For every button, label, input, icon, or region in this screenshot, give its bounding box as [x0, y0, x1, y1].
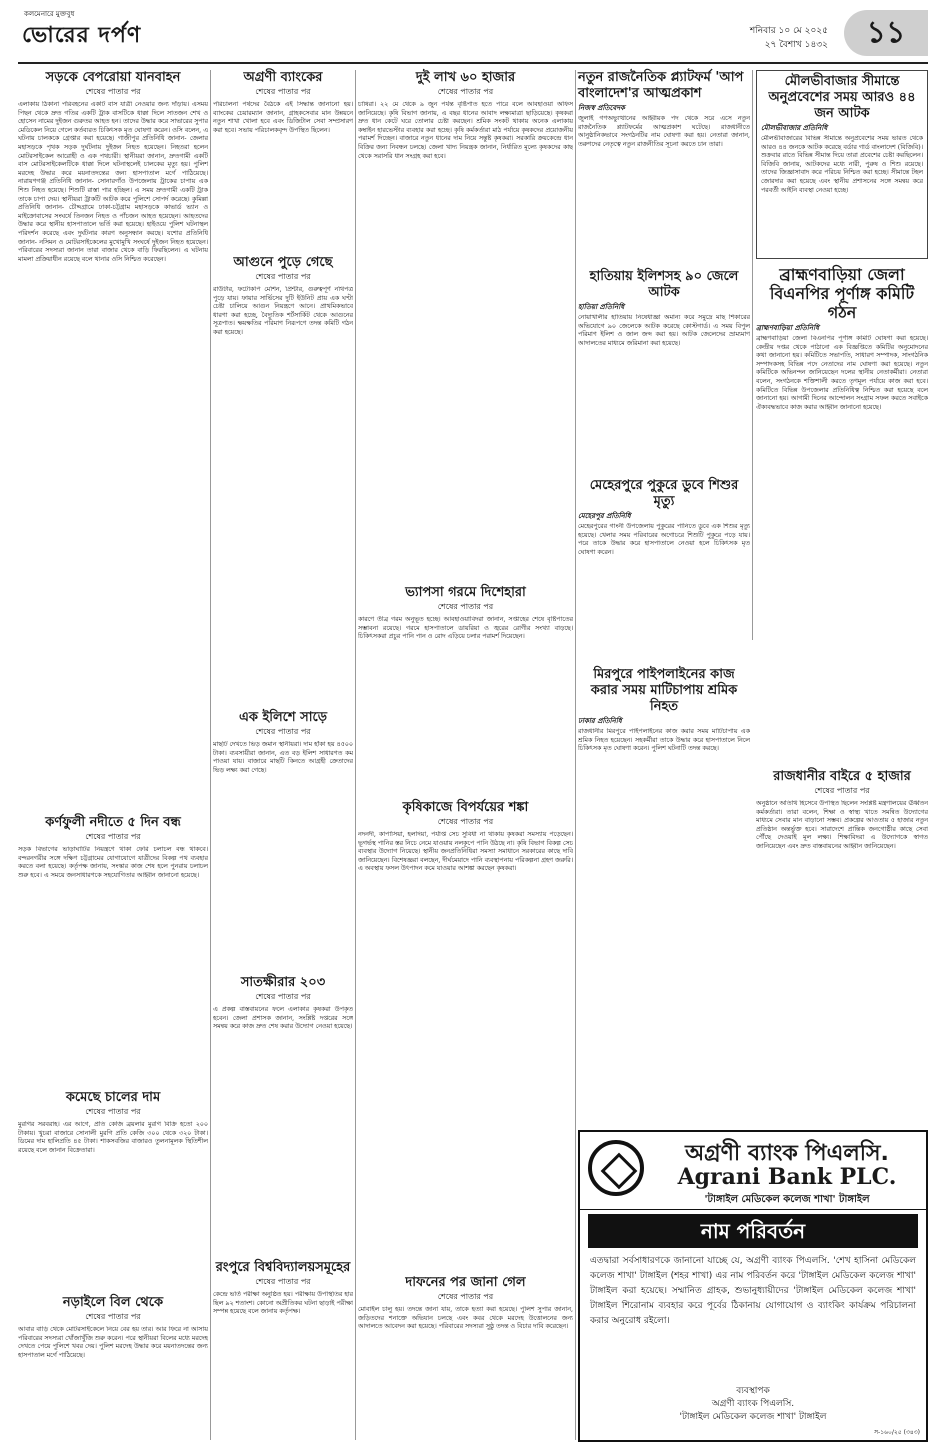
- ad-reference: স-১৬০/২৫ (৩৪৩): [874, 1429, 920, 1436]
- signature-org: অগ্রণী ব্যাংক পিএলসি.: [711, 1399, 795, 1409]
- article-meherpur: [578, 478, 750, 663]
- column-rule: [752, 70, 753, 640]
- article-karnaphuli: [18, 815, 208, 1086]
- article-body: আবার বাড়ি থেকে মোটরসাইকেলে নিয়ে বের হয় তার। আর ফিরে না আসায় পরিবারের সদস্যরা খোঁজাখুঁজি শুরু করেন। পরে স্থানীয়রা বিলের মধ্যে মরদেহ দেখতে পেয়ে পুলিশে খবর দেয়। পুলিশ মরদেহ উদ্ধার করে ময়নাতদন্তের জন্য হাসপাতাল মর্গে পাঠিয়েছে।: [18, 1326, 208, 1359]
- article-fire: [213, 255, 353, 706]
- article-continued: শেষের পাতার পর: [255, 87, 311, 96]
- ad-banner: নাম পরিবর্তন: [588, 1214, 918, 1248]
- article-narail: [18, 1295, 208, 1451]
- article-headline: দুই লাখ ৬০ হাজার: [415, 70, 516, 85]
- article-byline: নিজস্ব প্রতিবেদক: [578, 104, 625, 112]
- bank-name-bengali: অগ্রণী ব্যাংক পিএলসি.: [685, 1141, 889, 1166]
- article-headline: সড়কে বেপরোয়া যানবাহন: [45, 70, 181, 85]
- article-continued: শেষের পাতার পর: [437, 602, 494, 611]
- article-body: এলাকায় ঠিকানা পরিবহনের একটি বাস যাত্রী নেওয়ার জন্য দাঁড়ায়। এসময় পিছন থেকে দ্রুত গতির একটি ট্রাক বাসটিকে ধাক্কা দিলে সাতজন শেখ ও হোসেন নামের দুইজন গুরুতর আহত হন। তাদের উদ্ধার করে সাভারের সুপার মেডিকেল নিয়ে গেলে কর্তব্যরত চিকিৎসক মৃত ঘোষণা করেন। ওসি বলেন, এ ঘটনায় চালককে গ্রেপ্তার করা হয়েছে। গাজীপুর প্রতিনিধি জানান- জেলার মহাসড়কে পৃথক সড়ক দুর্ঘটনায় দুইজন নিহত হয়েছেন। নিহতরা হলেন মোটরসাইকেল আরোহী ও এক পথচারী। স্থানীয়রা জানান, দ্রুতগামী একটি বাস মোটরসাইকেলটিকে ধাক্কা দিলে ঘটনাস্থলেই চালকের মৃত্যু হয়। পুলিশ মরদেহ উদ্ধার করে ময়নাতদন্তের জন্য হাসপাতাল মর্গে পাঠিয়েছে। নারায়ণগঞ্জ প্রতিনিধি জানান- সোনারগাঁও উপজেলায় ট্রাকের চাপায় এক শিশু নিহত হয়েছে। শিশুটি রাস্তা পার হচ্ছিল। এ সময় দ্রুতগামী একটি ট্রাক তাকে চাপা দেয়। স্থানীয়রা ট্রাকটি আটক করে পুলিশে সোপর্দ করেছে। কুমিল্লা প্রতিনিধি জানান- চৌদ্দগ্রামে ঢাকা-চট্টগ্রাম মহাসড়কে কাভার্ড ভ্যান ও মাইক্রোবাসের সংঘর্ষে তিনজন নিহত ও পাঁচজন আহত হয়েছেন। আহতদের উদ্ধার করে স্থানীয় হাসপাতালে ভর্তি করা হয়েছে। হাইওয়ে পুলিশ ঘটনাস্থল পরিদর্শন করেছে এবং দুর্ঘটনার কারণ অনুসন্ধান করছে। যশোর প্রতিনিধি জানান- নসিমন ও মোটরসাইকেলের মুখোমুখি সংঘর্ষে দুইজন নিহত হয়েছেন। পরিবারের সদস্যরা জানান তারা বাজার থেকে বাড়ি ফিরছিলেন। এ ঘটনায় মামলা প্রক্রিয়াধীন রয়েছে বলে থানার ওসি নিশ্চিত করেছেন।: [18, 101, 208, 263]
- article-headline: কৃষিকাজে বিপর্যয়ের শঙ্কা: [402, 800, 529, 815]
- article-headline: রাজধানীর বাইরে ৫ হাজার: [773, 769, 911, 784]
- article-continued: শেষের পাতার পর: [255, 727, 311, 736]
- article-body: মেহেরপুরের গাংনী উপজেলায় পুকুরের পানিতে ডুবে এক শিশুর মৃত্যু হয়েছে। খেলার সময় পরিবারের অগোচরে শিশুটি পুকুরে পড়ে যায়। পরে তাকে উদ্ধার করে হাসপাতালে নেওয়া হলে চিকিৎসক মৃত ঘোষণা করেন।: [578, 523, 750, 556]
- article-body: মাছটি দেখতে ভিড় জমান স্থানীয়রা। দাম হাঁকা হয় ৪৫০০ টাকা। ব্যবসায়ীরা জানান, এত বড় ইলিশ সাধারণত কম পাওয়া যায়। বাজারে মাছটি কিনতে আগ্রহী ক্রেতাদের ভিড় লক্ষ্য করা গেছে।: [213, 741, 353, 774]
- article-new-platform: [578, 70, 750, 265]
- article-body: সড়ক বিভাগের ভাড়াঘাটির নিয়ন্ত্রণে থাকা ফেরি চলাচল বন্ধ থাকবে। বন্দরনগরীর সঙ্গে দক্ষিণ চট্টগ্রামের যোগাযোগে যাত্রীদের বিকল্প পথ ব্যবহার করতে বলা হয়েছে। কর্তৃপক্ষ জানায়, সংস্কার কাজ শেষ হলে পুনরায় চলাচল শুরু হবে। এ সময়ে জনসাধারণকে সহযোগিতার আহ্বান জানানো হয়েছে।: [18, 846, 208, 879]
- article-body: পরিচালনা পর্ষদের বৈঠকে এই সিদ্ধান্ত জানানো হয়। ব্যাংকের চেয়ারম্যান জানান, গ্রাহকসেবার মান উন্নয়নে নতুন শাখা খোলা হবে এবং ডিজিটাল সেবা সম্প্রসারণ করা হবে। সভায় পরিচালকবৃন্দ উপস্থিত ছিলেন।: [213, 101, 353, 134]
- article-headline: নড়াইলে বিল থেকে: [62, 1295, 164, 1310]
- article-heat: [358, 585, 573, 796]
- article-brahmanbaria: [756, 265, 928, 765]
- signature-branch: 'টাঙ্গাইল মেডিকেল কলেজ শাখা' টাঙ্গাইল: [679, 1412, 827, 1422]
- masthead-date: [750, 24, 828, 52]
- column-rule: [575, 70, 576, 1440]
- article-continued: শেষের পাতার পর: [437, 87, 494, 96]
- article-satkhira: [213, 975, 353, 1256]
- article-headline: সাতক্ষীরার ২০৩: [240, 975, 326, 990]
- signature-title: ব্যবস্থাপক: [736, 1386, 770, 1396]
- article-body: ব্রাহ্মণবাড়িয়া জেলা বিএনপির পূর্ণাঙ্গ কমিটি ঘোষণা করা হয়েছে। কেন্দ্রীয় দপ্তর থেকে পাঠানো এক বিজ্ঞপ্তিতে কমিটির অনুমোদনের কথা জানানো হয়। কমিটিতে সভাপতি, সাধারণ সম্পাদক, সাংগঠনিক সম্পাদকসহ বিভিন্ন পদে নেতাদের নাম ঘোষণা করা হয়েছে। নতুন কমিটিকে অভিনন্দন জানিয়েছেন দলের স্থানীয় নেতাকর্মীরা। নেতারা বলেন, সংগঠনকে শক্তিশালী করতে তৃণমূল পর্যায়ে কাজ করা হবে। কমিটিতে বিভিন্ন উপজেলার প্রতিনিধিত্ব নিশ্চিত করা হয়েছে বলে জানানো হয়। আগামী দিনের আন্দোলন সংগ্রাম সফল করতে সবাইকে ঐক্যবদ্ধভাবে কাজ করার আহ্বান জানানো হয়েছে।: [756, 335, 928, 411]
- article-body: মুরগির সরবরাহ। এর আগে, প্রতি কেজি ব্রয়লার মুরগি বিক্রি হতো ২০০ টাকায়। খুচরা বাজারে সোনালী মুরগি প্রতি কেজি ৩০০ থেকে ৩২০ টাকা। ডিমের দাম হালিপ্রতি ৪৫ টাকা। শাকসবজির বাজারও তুলনামূলক স্থিতিশীল রয়েছে বলে জানান বিক্রেতারা।: [18, 1121, 208, 1154]
- bank-name-english: Agrani Bank PLC.: [677, 1164, 897, 1190]
- article-body: নোয়াখালীর হাতিয়ায় নিষেধাজ্ঞা অমান্য করে সমুদ্রে মাছ শিকারের অভিযোগে ৯০ জেলেকে আটক করেছে কোস্টগার্ড। এ সময় বিপুল পরিমাণ ইলিশ ও জাল জব্দ করা হয়। আটক জেলেদের ভ্রাম্যমাণ আদালতের মাধ্যমে জরিমানা করা হয়েছে।: [578, 314, 750, 347]
- article-headline: এক ইলিশে সাড়ে: [239, 710, 327, 725]
- article-headline: মিরপুরে পাইপলাইনের কাজ করার সময় মাটিচাপায় শ্রমিক নিহত: [590, 667, 738, 714]
- article-body: রাউটার, ফটোকপি মেশিন, প্রিন্টার, গুরুত্বপূর্ণ নথিপত্র পুড়ে যায়। ফায়ার সার্ভিসের দুটি ইউনিট প্রায় এক ঘণ্টা চেষ্টা চালিয়ে আগুন নিয়ন্ত্রণে আনে। প্রাথমিকভাবে ধারণা করা হচ্ছে, বৈদ্যুতিক শর্টসার্কিট থেকে আগুনের সূত্রপাত। ক্ষয়ক্ষতির পরিমাণ নিরূপণে তদন্ত কমিটি গঠন করা হয়েছে।: [213, 286, 353, 336]
- article-paddy: [358, 70, 573, 581]
- article-moulvibazar: [756, 70, 928, 259]
- article-agrani: [213, 70, 353, 251]
- article-continued: শেষের পাতার পর: [814, 786, 870, 795]
- ad-header: [580, 1132, 926, 1210]
- column-rule: [210, 70, 211, 1440]
- article-continued: শেষের পাতার পর: [85, 832, 141, 841]
- article-continued: শেষের পাতার পর: [85, 87, 141, 96]
- article-continued: শেষের পাতার পর: [85, 1107, 141, 1116]
- date-english: শনিবার ১০ মে ২০২৫: [749, 26, 828, 36]
- article-capital: [756, 769, 928, 1120]
- article-body: এ প্রকল্প বাস্তবায়নের ফলে এলাকার কৃষকরা উপকৃত হবেন। জেলা প্রশাসক জানান, সংশ্লিষ্ট দপ্তরের সঙ্গে সমন্বয় করে কাজ দ্রুত শেষ করার উদ্যোগ নেওয়া হয়েছে।: [213, 1006, 353, 1031]
- masthead-tagline: কলমেনারে মুক্তবুধ: [24, 10, 75, 18]
- article-hilsa: [213, 710, 353, 971]
- article-body: মোবাইল চালু হয়। তদন্তে জানা যায়, তাকে হত্যা করা হয়েছে। পুলিশ সুপার জানান, জড়িতদের শনাক্তে অভিযান চলছে এবং কবর থেকে মরদেহ উত্তোলনের জন্য আদালতে আবেদন করা হয়েছে। পরিবারের সদস্যরা সুষ্ঠু তদন্ত ও বিচার দাবি করেছেন।: [358, 1306, 573, 1331]
- article-headline: অগ্রণী ব্যাংকের: [243, 70, 323, 85]
- article-body: অনুষ্ঠানে অতিথি হিসেবে উপস্থিত ছিলেন সংশ্লিষ্ট মন্ত্রণালয়ের ঊর্ধ্বতন কর্মকর্তারা। তারা বলেন, শিক্ষা ও স্বাস্থ্য খাতে সমন্বিত উদ্যোগের মাধ্যমে সেবার মান বাড়ানো সম্ভব। প্রকল্পের আওতায় ৫ হাজার নতুন প্রতিষ্ঠান অন্তর্ভুক্ত হবে। সারাদেশে প্রান্তিক জনগোষ্ঠীর কাছে সেবা পৌঁছে দেওয়াই মূল লক্ষ্য। শিক্ষাবিদরা এ উদ্যোগকে স্বাগত জানিয়েছেন এবং দ্রুত বাস্তবায়নের আহ্বান জানিয়েছেন।: [756, 800, 928, 850]
- article-body: মৌলভীবাজারের বিভিন্ন সীমান্তে অনুপ্রবেশের সময় ভারত থেকে আরও ৪৪ জনকে আটক করেছে বর্ডার গার্ড বাংলাদেশ (বিজিবি)। শুক্রবার রাতে বিভিন্ন সীমান্ত দিয়ে তারা প্রবেশের চেষ্টা করছিলেন। বিজিবি জানায়, আটকদের মধ্যে নারী, পুরুষ ও শিশু রয়েছে। তাদের জিজ্ঞাসাবাদ করে পরিচয় নিশ্চিত করা হচ্ছে। সীমান্তে টহল জোরদার করা হয়েছে এবং স্থানীয় প্রশাসনের সঙ্গে সমন্বয় করে পরবর্তী আইনি ব্যবস্থা নেওয়া হচ্ছে।: [761, 135, 923, 194]
- article-rangpur: [213, 1260, 353, 1451]
- article-headline: ব্রাহ্মণবাড়িয়া জেলা বিএনপির পূর্ণাঙ্গ কমিটি গঠন: [769, 265, 915, 322]
- column-2: [213, 70, 353, 1451]
- article-headline: আগুনে পুড়ে গেছে: [233, 255, 333, 270]
- article-body: নদনদী, কাপাসিয়া, হলদিয়া, পর্যাপ্ত সেচ সুবিধা না থাকায় কৃষকরা সমস্যায় পড়েছেন। ভূগর্ভস্থ পানির স্তর নিচে নেমে যাওয়ায় নলকূপে পানি উঠছে না। কৃষি বিভাগ বিকল্প সেচ ব্যবস্থার উদ্যোগ নিয়েছে। স্থানীয় জনপ্রতিনিধিরা সমস্যা সমাধানে সরকারের কাছে দাবি জানিয়েছেন। বিশেষজ্ঞরা বলছেন, দীর্ঘমেয়াদে পানি ব্যবস্থাপনায় পরিকল্পনা গ্রহণ জরুরি। এ অবস্থায় ফসল উৎপাদন কমে যাওয়ার আশঙ্কা করছেন কৃষকরা।: [358, 831, 573, 873]
- article-mirpur: [578, 667, 750, 878]
- article-byline: হাতিয়া প্রতিনিধি: [578, 303, 625, 311]
- ad-signature: [580, 1385, 926, 1424]
- article-body: চাষিরা। ২২ মে থেকে ৯ জুন পর্যন্ত বৃষ্টিপাত হতে পারে বলে আবহাওয়া অফিস জানিয়েছে। কৃষি বিভাগ জানায়, এ বছর ধানের আবাদ লক্ষ্যমাত্রা ছাড়িয়েছে। কৃষকরা দ্রুত ধান কেটে ঘরে তোলার চেষ্টা করছেন। শ্রমিক সংকট থাকায় অনেক এলাকায় কম্বাইন হারভেস্টার ব্যবহার করা হচ্ছে। কৃষি কর্মকর্তারা মাঠ পর্যায়ে কৃষকদের প্রয়োজনীয় পরামর্শ দিচ্ছেন। বাজারে নতুন ধানের দাম নিয়ে সন্তুষ্ট কৃষকরা। সরকারি ক্রয়কেন্দ্রে ধান বিক্রির জন্য নিবন্ধন চলছে। জেলা খাদ্য নিয়ন্ত্রক জানান, নির্ধারিত মূল্যে কৃষকদের কাছ থেকে সরাসরি ধান সংগ্রহ করা হবে।: [358, 101, 573, 160]
- masthead: [18, 6, 928, 64]
- column-1: [18, 70, 208, 1451]
- date-bengali: ২৭ বৈশাখ ১৪৩২: [764, 40, 828, 50]
- article-byline: ঢাকার প্রতিনিধি: [578, 717, 622, 725]
- article-body: কেন্দ্রে ভর্তি পরীক্ষা অনুষ্ঠিত হয়। পরীক্ষায় উপস্থিতির হার ছিল ৯২ শতাংশ। কোনো অপ্রীতিকর ঘটনা ছাড়াই পরীক্ষা সম্পন্ন হয়েছে বলে জানায় কর্তৃপক্ষ।: [213, 1291, 353, 1316]
- article-road-accident: [18, 70, 208, 811]
- article-body: কারণে তীব্র গরম অনুভূত হচ্ছে। আবহাওয়াবিদরা জানান, সপ্তাহের শেষে বৃষ্টিপাতের সম্ভাবনা রয়েছে। গরমে হাসপাতালে ডায়রিয়া ও জ্বরের রোগীর সংখ্যা বাড়ছে। চিকিৎসকরা প্রচুর পানি পান ও রোদ এড়িয়ে চলার পরামর্শ দিয়েছেন।: [358, 616, 573, 641]
- column-rule: [355, 70, 356, 1440]
- article-continued: শেষের পাতার পর: [437, 817, 494, 826]
- article-headline: ভ্যাপসা গরমে দিশেহারা: [405, 585, 526, 600]
- article-continued: শেষের পাতার পর: [255, 992, 311, 1001]
- article-body: জুলাই গণঅভ্যুত্থানের আহ্বায়ক পদ থেকে সরে এসে নতুন রাজনৈতিক প্ল্যাটফর্মের আত্মপ্রকাশ ঘটেছে। রাজধানীতে আনুষ্ঠানিকভাবে সংগঠনটির নাম ঘোষণা করা হয়। নেতারা জানান, তরুণদের নেতৃত্বে নতুন রাজনীতির সূচনা করতে চান তারা।: [578, 115, 750, 148]
- bank-logo-icon: [588, 1140, 644, 1196]
- article-continued: শেষের পাতার পর: [85, 1312, 141, 1321]
- left-subcolumn: [578, 70, 750, 882]
- newspaper-logo: ভোরের দর্পণ: [22, 22, 142, 48]
- article-headline: হাতিয়ায় ইলিশসহ ৯০ জেলে আটক: [589, 269, 739, 300]
- ad-branch: 'টাঙ্গাইল মেডিকেল কলেজ শাখা' টাঙ্গাইল: [704, 1194, 870, 1205]
- article-headline: কমেছে চালের দাম: [65, 1090, 161, 1105]
- article-headline: মৌলভীবাজার সীমান্তে অনুপ্রবেশের সময় আরও ৪৪ জন আটক: [768, 74, 916, 121]
- article-headline: কর্ণফুলী নদীতে ৫ দিন বন্ধ: [45, 815, 181, 830]
- article-continued: শেষের পাতার পর: [255, 1277, 311, 1286]
- page-number: ১১: [844, 10, 928, 56]
- article-headline: মেহেরপুরে পুকুরে ডুবে শিশুর মৃত্যু: [589, 478, 739, 509]
- article-headline: নতুন রাজনৈতিক প্ল্যাটফর্ম 'আপ বাংলাদেশ'র আত্মপ্রকাশ: [578, 70, 744, 101]
- article-burial: [358, 1275, 573, 1451]
- ad-body: এতদ্বারা সর্বসাধারণকে জানানো যাচ্ছে যে, অগ্রণী ব্যাংক পিএলসি. 'শেখ হাসিনা মেডিকেল কলেজ শাখা' টাঙ্গাইল (শহর শাখা) এর নাম পরিবর্তন করে 'টাঙ্গাইল মেডিকেল কলেজ শাখা' টাঙ্গাইল করা হয়েছে। সম্মানিত গ্রাহক, শুভানুধ্যায়ীদের 'টাঙ্গাইল মেডিকেল কলেজ শাখা' টাঙ্গাইল শিরোনাম ব্যবহার করে পূর্বের ঠিকানায় যোগাযোগ ও ব্যাংকিং কার্যক্রম পরিচালনা করার অনুরোধ রইলো।: [590, 1256, 916, 1326]
- article-rice-price: [18, 1090, 208, 1291]
- article-byline: ব্রাহ্মণবাড়িয়া প্রতিনিধি: [756, 324, 820, 332]
- article-headline: রংপুরে বিশ্ববিদ্যালয়সমূহের: [215, 1260, 351, 1275]
- article-body: রাজধানীর মিরপুরে পাইপলাইনের কাজ করার সময় মাটিচাপায় এক শ্রমিক নিহত হয়েছেন। সহকর্মীরা তাকে উদ্ধার করে হাসপাতালে নিলে চিকিৎসক মৃত ঘোষণা করেন। পুলিশ ঘটনাটি তদন্ত করছে।: [578, 728, 750, 753]
- right-subcolumn: [756, 70, 928, 1124]
- article-headline: দাফনের পর জানা গেল: [405, 1275, 526, 1290]
- article-byline: মৌলভীবাজার প্রতিনিধি: [761, 124, 828, 132]
- article-byline: মেহেরপুর প্রতিনিধি: [578, 512, 631, 520]
- article-hatiya: [578, 269, 750, 474]
- article-agriculture: [358, 800, 573, 1271]
- article-continued: শেষের পাতার পর: [255, 272, 311, 281]
- bank-notice-ad: [578, 1130, 928, 1442]
- article-continued: শেষের পাতার পর: [437, 1292, 494, 1301]
- column-3: [358, 70, 573, 1451]
